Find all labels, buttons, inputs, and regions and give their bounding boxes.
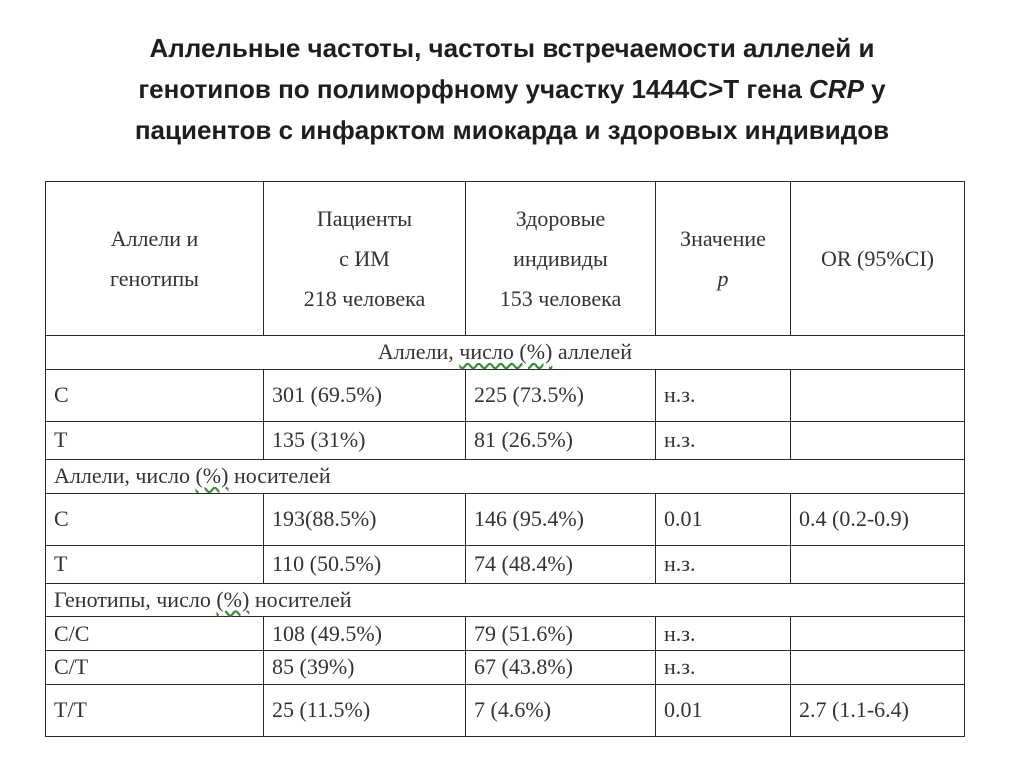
table-cell: 7 (4.6%)	[466, 684, 656, 736]
table-cell: н.з.	[656, 545, 791, 583]
header-alleles-genotypes	[46, 182, 264, 336]
table-row	[46, 421, 965, 459]
header-healthy	[466, 182, 656, 336]
table-cell: C	[46, 493, 264, 545]
section-text-marked: (%)	[195, 463, 229, 489]
table-cell	[791, 617, 965, 651]
table-cell: 81 (26.5%)	[466, 421, 656, 459]
table-cell: T/T	[46, 684, 264, 736]
section-row	[46, 459, 965, 493]
table-cell: T	[46, 545, 264, 583]
table-row	[46, 617, 965, 651]
section-row	[46, 336, 965, 370]
table-cell: 85 (39%)	[264, 651, 466, 685]
table-row	[46, 684, 965, 736]
slide-title	[40, 28, 984, 151]
table-cell: 67 (43.8%)	[466, 651, 656, 685]
table-cell: 0.01	[656, 493, 791, 545]
table-row	[46, 651, 965, 685]
section-text: носителей	[228, 463, 331, 489]
table-cell: 110 (50.5%)	[264, 545, 466, 583]
table-cell: 25 (11.5%)	[264, 684, 466, 736]
table-cell: 146 (95.4%)	[466, 493, 656, 545]
header-text: p	[717, 265, 729, 291]
section-text: Аллели, число	[54, 463, 196, 489]
table-row	[46, 545, 965, 583]
table-cell: 193(88.5%)	[264, 493, 466, 545]
header-patients	[264, 182, 466, 336]
section-text: Аллели,	[377, 339, 460, 365]
header-text: индивиды	[513, 245, 608, 271]
table-cell: 79 (51.6%)	[466, 617, 656, 651]
header-text: Аллели и	[110, 225, 199, 251]
table-cell: C/T	[46, 651, 264, 685]
header-text: Пациенты	[316, 205, 413, 231]
header-text: OR (95%CI)	[820, 245, 935, 271]
title-line-1: Аллельные частоты, частоты встречаемости аллелей и	[149, 33, 875, 63]
frequency-table	[45, 181, 965, 737]
table-cell	[791, 545, 965, 583]
table-cell	[791, 369, 965, 421]
section-title	[46, 459, 965, 493]
table-cell	[791, 421, 965, 459]
table-cell: C/C	[46, 617, 264, 651]
header-text: с ИМ	[339, 245, 390, 271]
header-text: Здоровые	[515, 205, 606, 231]
table-cell: C	[46, 369, 264, 421]
gene-name: CRP	[809, 74, 864, 104]
header-text: Значение	[680, 225, 766, 251]
section-row	[46, 583, 965, 617]
table-cell: 2.7 (1.1-6.4)	[791, 684, 965, 736]
header-text: генотипы	[110, 265, 199, 291]
table-row	[46, 493, 965, 545]
section-text: носителей	[249, 586, 352, 612]
table-cell: 0.4 (0.2-0.9)	[791, 493, 965, 545]
table-cell: 301 (69.5%)	[264, 369, 466, 421]
header-text: 153 человека	[499, 285, 622, 311]
header-row	[46, 182, 965, 336]
section-text-marked: (%)	[216, 586, 250, 612]
header-odds-ratio	[791, 182, 965, 336]
section-title	[46, 583, 965, 617]
table-cell: 108 (49.5%)	[264, 617, 466, 651]
table-cell: н.з.	[656, 369, 791, 421]
title-line-2	[40, 69, 984, 110]
title-line-2-start: генотипов по полиморфному участку 1444C>T гена	[138, 74, 810, 104]
table-cell: 0.01	[656, 684, 791, 736]
table-cell	[791, 651, 965, 685]
table-cell: 135 (31%)	[264, 421, 466, 459]
section-text: Генотипы, число	[54, 586, 217, 612]
section-text: аллелей	[552, 339, 633, 365]
table-cell: 74 (48.4%)	[466, 545, 656, 583]
section-title	[46, 336, 965, 370]
title-line-3: пациентов с инфарктом миокарда и здоровых индивидов	[134, 115, 890, 145]
title-line-2-end: у	[863, 74, 886, 104]
header-text: 218 человека	[303, 285, 426, 311]
table-cell: н.з.	[656, 617, 791, 651]
table-cell: н.з.	[656, 421, 791, 459]
table-row	[46, 369, 965, 421]
section-text-marked: число (%)	[459, 339, 553, 365]
table-cell: T	[46, 421, 264, 459]
table-cell: 225 (73.5%)	[466, 369, 656, 421]
table-cell: н.з.	[656, 651, 791, 685]
header-p-value	[656, 182, 791, 336]
